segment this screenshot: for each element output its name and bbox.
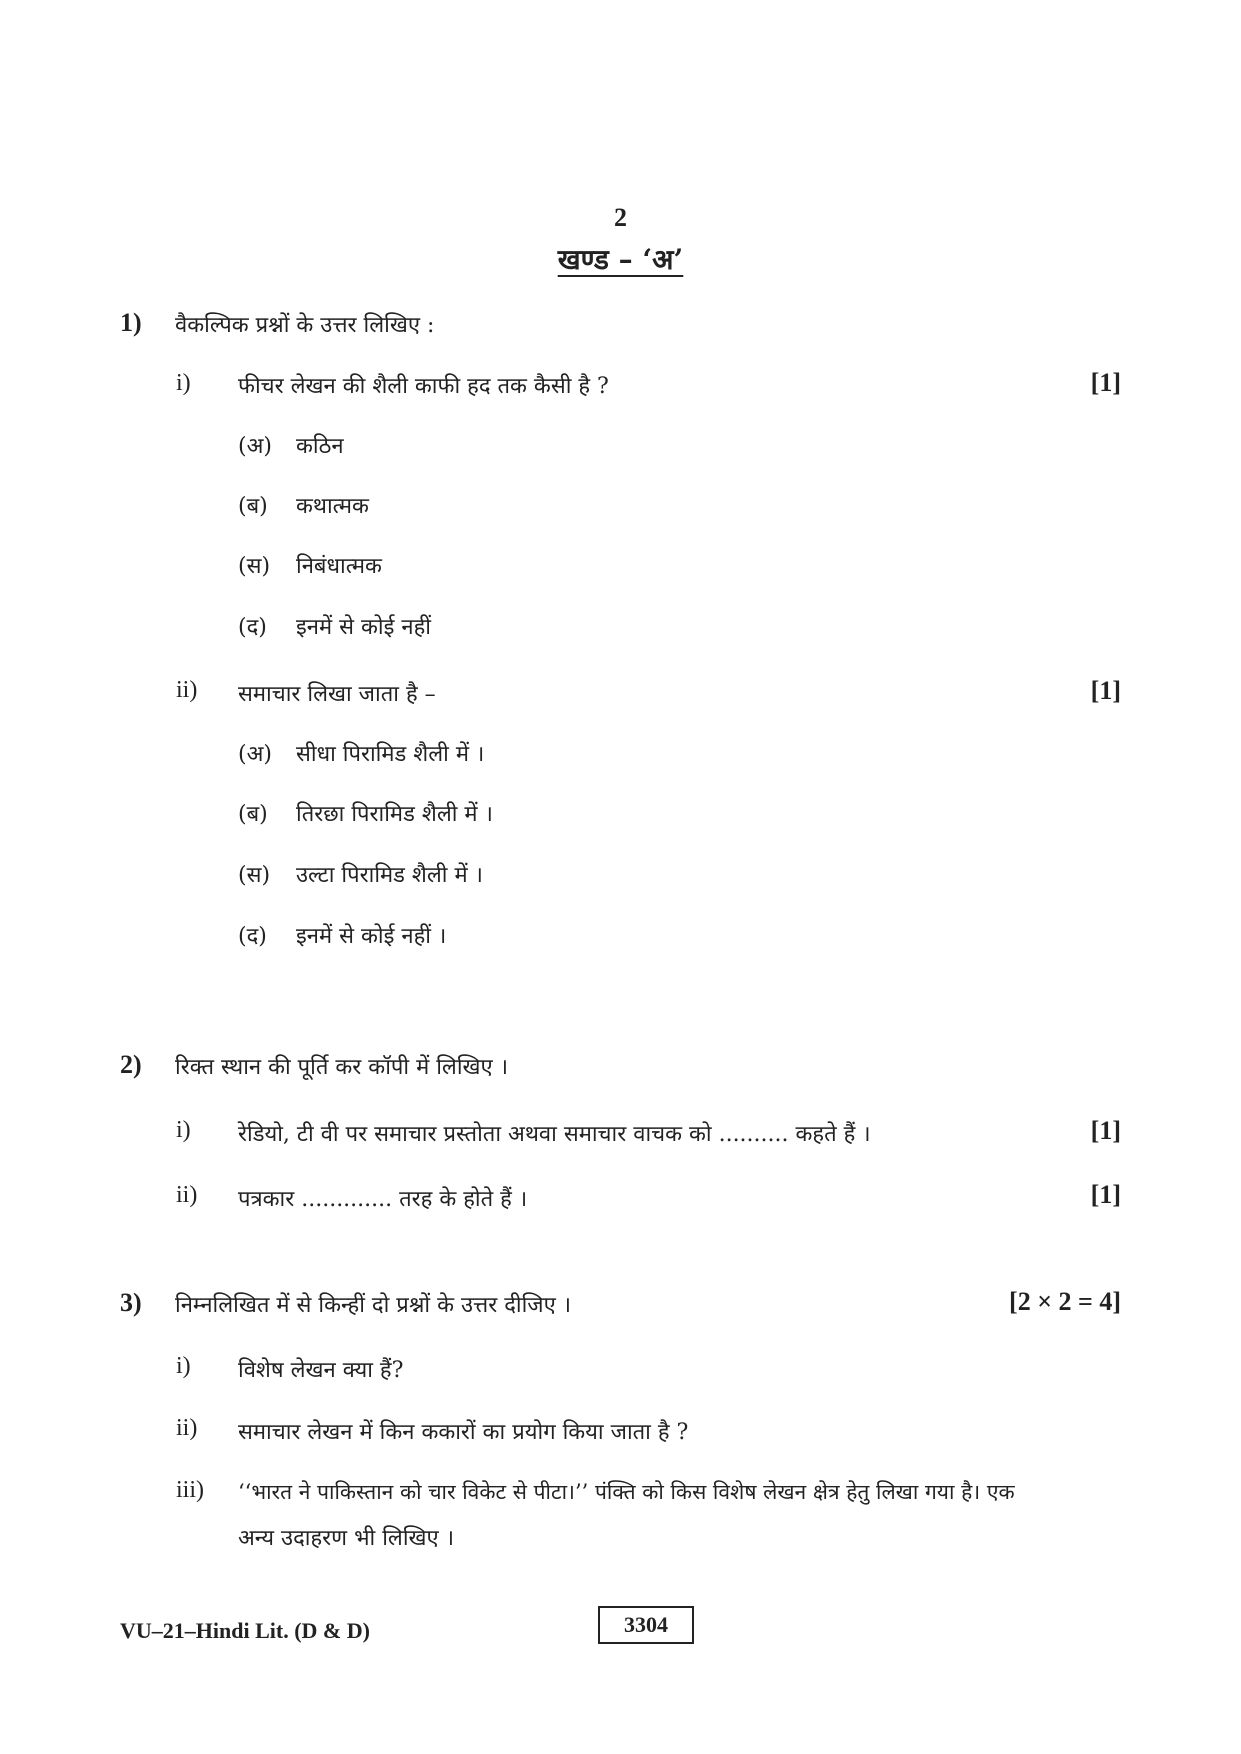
option [238, 490, 369, 520]
sub-question-text: समाचार लेखन में किन ककारों का प्रयोग किया जाता है ? [238, 1420, 689, 1445]
question-text: रिक्त स्थान की पूर्ति कर कॉपी में लिखिए । [175, 1055, 509, 1080]
paper-number-box: 3304 [598, 1606, 694, 1644]
sub-question-number: i) [176, 1353, 191, 1379]
option [238, 920, 446, 950]
question-text: निम्नलिखित में से किन्हीं दो प्रश्नों के उत्तर दीजिए । [175, 1293, 572, 1318]
marks: [1] [1090, 1116, 1121, 1145]
option [238, 430, 344, 460]
option-text: कथात्मक [296, 494, 369, 519]
option-label: (अ) [238, 434, 272, 459]
marks: [1] [1090, 676, 1121, 705]
sub-question-text: ‘‘भारत ने पाकिस्तान को चार विकेट से पीटा।’’ पंक्ति को किस विशेष लेखन क्षेत्र हेतु लिखा गया है। एक [238, 1480, 1015, 1504]
option [238, 611, 431, 641]
page-number: 2 [614, 203, 627, 232]
sub-question-number: ii) [176, 1415, 198, 1441]
option-text: सीधा पिरामिड शैली में । [296, 742, 485, 767]
sub-question-text: फीचर लेखन की शैली काफी हद तक कैसी है ? [238, 374, 609, 399]
option-label: (स) [238, 554, 271, 579]
option-label: (द) [238, 924, 267, 949]
sub-question-text: पत्रकार ............. तरह के होते हैं । [238, 1187, 528, 1212]
option-label: (द) [238, 615, 267, 640]
option [238, 738, 484, 768]
option-label: (ब) [238, 494, 268, 519]
question-number: 2) [120, 1050, 142, 1079]
sub-question-number: iii) [176, 1477, 204, 1503]
section-title-text: खण्ड – ‘अ’ [557, 243, 684, 276]
question-number: 3) [120, 1288, 142, 1317]
option [238, 550, 382, 580]
sub-question-text: रेडियो, टी वी पर समाचार प्रस्तोता अथवा समाचार वाचक को .......... कहते हैं । [238, 1122, 871, 1147]
option-label: (अ) [238, 742, 272, 767]
section-title [0, 240, 1241, 278]
sub-question-text: समाचार लिखा जाता है – [238, 682, 436, 707]
marks: [1] [1090, 368, 1121, 397]
option-text: इनमें से कोई नहीं [296, 615, 432, 640]
sub-question-number: ii) [176, 677, 198, 703]
sub-question-number: i) [176, 1117, 191, 1143]
option [238, 859, 483, 889]
sub-question-text: विशेष लेखन क्या हैं? [238, 1358, 404, 1383]
question-text: वैकल्पिक प्रश्नों के उत्तर लिखिए : [175, 313, 435, 338]
option-label: (स) [238, 863, 271, 888]
marks: [2 × 2 = 4] [1009, 1287, 1121, 1316]
option-text: कठिन [296, 434, 344, 459]
option-text: निबंधात्मक [296, 554, 382, 579]
paper-code: VU–21–Hindi Lit. (D & D) [120, 1618, 370, 1643]
question-number: 1) [120, 308, 142, 337]
marks: [1] [1090, 1180, 1121, 1209]
option-label: (ब) [238, 802, 268, 827]
sub-question-number: i) [176, 370, 191, 396]
sub-question-text-continued: अन्य उदाहरण भी लिखिए । [238, 1526, 455, 1551]
option-text: तिरछा पिरामिड शैली में । [296, 802, 493, 827]
option [238, 798, 493, 828]
sub-question-number: ii) [176, 1182, 198, 1208]
option-text: उल्टा पिरामिड शैली में । [296, 863, 483, 888]
option-text: इनमें से कोई नहीं । [296, 924, 447, 949]
